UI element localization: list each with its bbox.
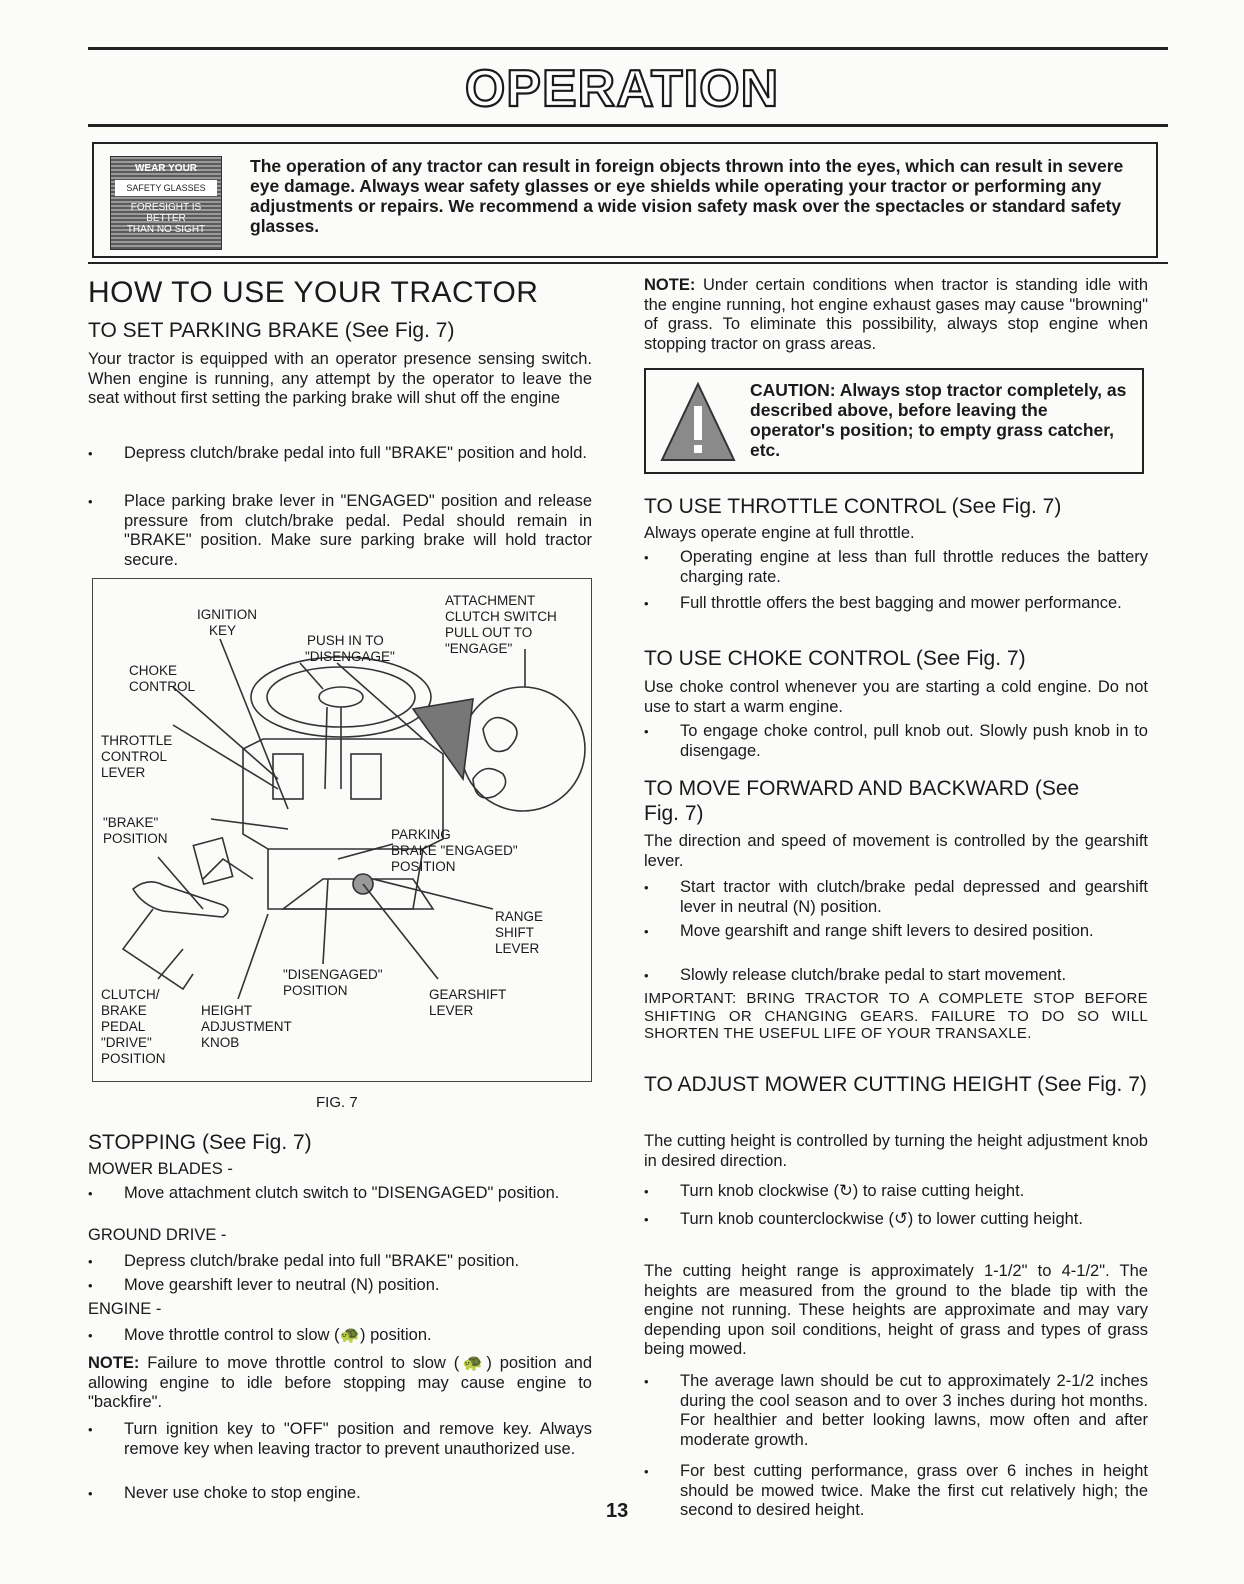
- figure-7-controls-diagram: [92, 578, 592, 1082]
- brake-position-label: "BRAKE" POSITION: [103, 815, 168, 846]
- exhaust-note: NOTE: Under certain conditions when tractor is standing idle with the engine running, hot engine exhaust gases may cause "browning" of grass. To eliminate this possibility, always stop engine when stopping tractor on grass areas.: [644, 276, 1148, 353]
- warning-triangle-icon: [658, 380, 738, 466]
- parking-brake-label: PARKING BRAKE "ENGAGED" POSITION: [391, 827, 518, 874]
- list-item: • Depress clutch/brake pedal into full "BRAKE" position and hold.: [88, 444, 592, 464]
- ground-drive-label: GROUND DRIVE -: [88, 1226, 227, 1244]
- list-item: • Move throttle control to slow (🐢) position.: [88, 1326, 592, 1346]
- caution-box: [644, 368, 1144, 474]
- list-item: • Start tractor with clutch/brake pedal depressed and gearshift lever in neutral (N) position.: [644, 878, 1148, 917]
- list-item: • The average lawn should be cut to approximately 2-1/2 inches during the cool season and to over 3 inches during hot months. For healthier and better looking lawns, mow often and after moderate growth.: [644, 1372, 1148, 1450]
- caution-text: CAUTION: Always stop tractor completely, as described above, before leaving the operator's position; to empty grass catcher, etc.: [750, 380, 1127, 460]
- move-heading: TO MOVE FORWARD AND BACKWARD (See Fig. 7): [644, 777, 1080, 825]
- list-item: • To engage choke control, pull knob out. Slowly push knob in to disengage.: [644, 722, 1148, 761]
- stopping-note: NOTE: Failure to move throttle control to slow (🐢) position and allowing engine to idle before stopping may cause engine to "backfire".: [88, 1354, 592, 1411]
- clutch-brake-pedal-label: CLUTCH/ BRAKE PEDAL "DRIVE" POSITION: [101, 987, 166, 1066]
- height-adjustment-label: HEIGHT ADJUSTMENT KNOB: [201, 1003, 292, 1050]
- move-intro: The direction and speed of movement is controlled by the gearshift lever.: [644, 832, 1148, 870]
- push-in-label: PUSH IN TO "DISENGAGE": [305, 633, 395, 664]
- important-notice: IMPORTANT: BRING TRACTOR TO A COMPLETE STOP BEFORE SHIFTING OR CHANGING GEARS. FAILURE TO DO SO WILL SHORTEN THE USEFUL LIFE OF YOUR TRANSAXLE.: [644, 990, 1148, 1042]
- list-item: • For best cutting performance, grass over 6 inches in height should be mowed twice. Make the first cut relatively high; the second to desired height.: [644, 1462, 1148, 1521]
- list-item: • Turn ignition key to "OFF" position and remove key. Always remove key when leaving tractor to prevent unauthorized use.: [88, 1420, 592, 1459]
- page-title: OPERATION: [464, 60, 780, 118]
- stopping-heading: STOPPING (See Fig. 7): [88, 1131, 312, 1154]
- list-item: • Move attachment clutch switch to "DISENGAGED" position.: [88, 1184, 592, 1204]
- range-shift-label: RANGE SHIFT LEVER: [495, 909, 544, 956]
- throttle-heading: TO USE THROTTLE CONTROL (See Fig. 7): [644, 495, 1062, 518]
- engine-label: ENGINE -: [88, 1300, 162, 1318]
- ignition-key-label: IGNITION KEY: [197, 607, 257, 638]
- list-item: • Move gearshift and range shift levers to desired position.: [644, 922, 1148, 942]
- parking-intro: Your tractor is equipped with an operator presence sensing switch. When engine is running, any attempt by the operator to leave the seat without first setting the parking brake will shut off the engine: [88, 350, 592, 407]
- figure-caption: FIG. 7: [316, 1094, 358, 1111]
- choke-control-label: CHOKE CONTROL: [129, 663, 196, 694]
- list-item: • Full throttle offers the best bagging and mower performance.: [644, 594, 1148, 614]
- mower-blades-label: MOWER BLADES -: [88, 1160, 233, 1178]
- parking-brake-heading: TO SET PARKING BRAKE (See Fig. 7): [88, 319, 455, 342]
- warning-text: The operation of any tractor can result in foreign objects thrown into the eyes, which can result in severe eye damage. Always wear safety glasses or eye shields while operating your tractor or performing any adjustments or repairs. We recommend a wide vision safety mask over the spectacles or standard safety glasses.: [250, 156, 1124, 236]
- list-item: • Turn knob clockwise (↻) to raise cutting height.: [644, 1182, 1148, 1202]
- page-number: 13: [606, 1500, 629, 1522]
- cutting-height-range: The cutting height range is approximately 1-1/2" to 4-1/2". The heights are measured from the ground to the blade tip with the engine not running. These heights are approximate and may vary depending upon soil conditions, height of grass and types of grass being mowed.: [644, 1262, 1148, 1358]
- throttle-intro: Always operate engine at full throttle.: [644, 524, 915, 542]
- gearshift-lever-label: GEARSHIFT LEVER: [429, 987, 507, 1018]
- throttle-lever-label: THROTTLE CONTROL LEVER: [101, 733, 173, 780]
- attachment-clutch-label: ATTACHMENT CLUTCH SWITCH PULL OUT TO "ENGAGE": [445, 593, 557, 656]
- section-heading: HOW TO USE YOUR TRACTOR: [88, 276, 539, 309]
- eye-safety-warning: [92, 142, 1158, 258]
- safety-glasses-badge: WEAR YOUR SAFETY GLASSES FORESIGHT IS BETTER THAN NO SIGHT: [110, 156, 222, 250]
- list-item: • Never use choke to stop engine.: [88, 1484, 592, 1504]
- list-item: • Slowly release clutch/brake pedal to start movement.: [644, 966, 1148, 986]
- list-item: • Operating engine at less than full throttle reduces the battery charging rate.: [644, 548, 1148, 587]
- list-item: • Depress clutch/brake pedal into full "BRAKE" position.: [88, 1252, 592, 1272]
- choke-intro: Use choke control whenever you are starting a cold engine. Do not use to start a warm engine.: [644, 678, 1148, 716]
- section-rule: [88, 262, 1168, 264]
- list-item: • Turn knob counterclockwise (↺) to lower cutting height.: [644, 1210, 1148, 1230]
- adjust-heading: TO ADJUST MOWER CUTTING HEIGHT (See Fig. 7): [644, 1073, 1147, 1096]
- choke-heading: TO USE CHOKE CONTROL (See Fig. 7): [644, 647, 1026, 670]
- list-item: • Move gearshift lever to neutral (N) position.: [88, 1276, 592, 1296]
- list-item: • Place parking brake lever in "ENGAGED" position and release pressure from clutch/brake pedal. Pedal should remain in "BRAKE" position. Make sure parking brake will hold tractor secure.: [88, 492, 592, 570]
- top-rule: [88, 47, 1168, 50]
- adjust-intro: The cutting height is controlled by turning the height adjustment knob in desired direction.: [644, 1132, 1148, 1170]
- disengaged-position-label: "DISENGAGED" POSITION: [283, 967, 383, 998]
- title-rule: [88, 124, 1168, 127]
